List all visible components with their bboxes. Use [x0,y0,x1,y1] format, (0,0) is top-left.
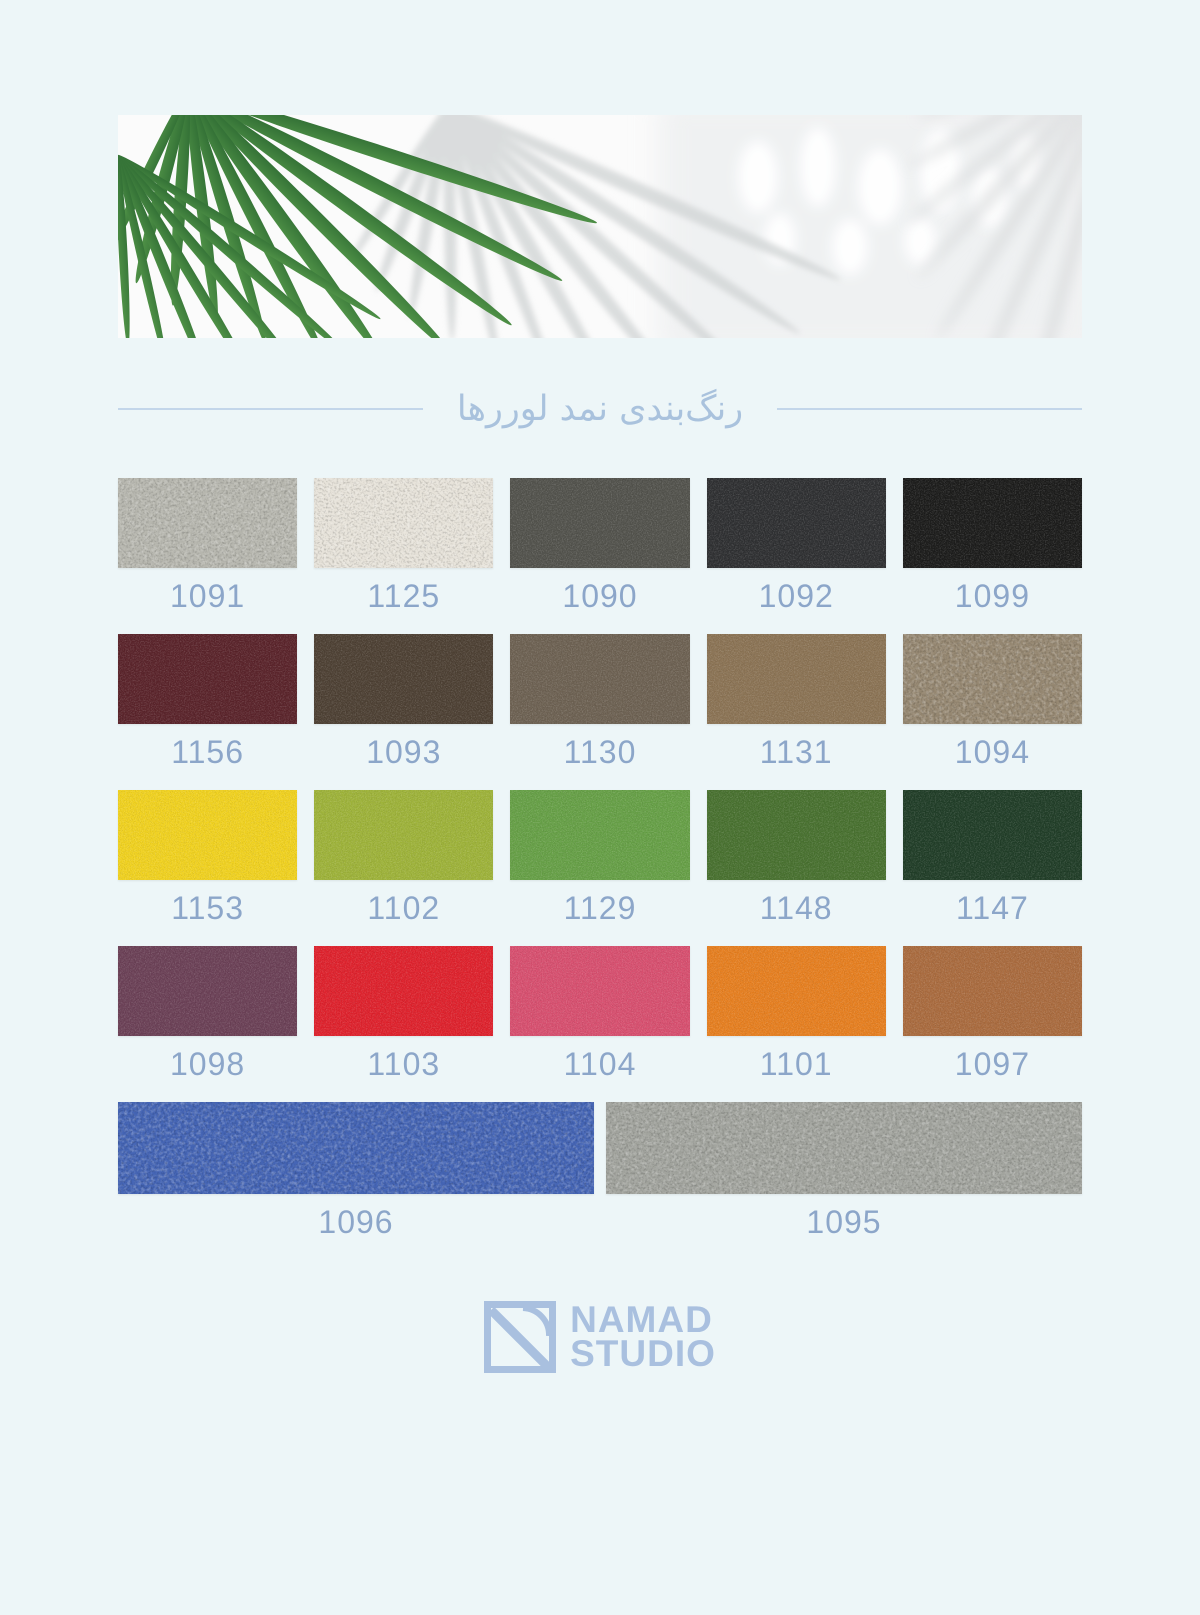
banner-image [118,115,1082,338]
felt-swatch [118,478,297,568]
felt-texture [903,790,1082,880]
title-rule-right [777,408,1082,410]
felt-swatch [314,634,493,724]
page-title: رنگ‌بندی نمد لوررها [456,389,744,429]
felt-texture [118,1102,594,1194]
felt-swatch [118,1102,594,1194]
title-rule-left [118,408,423,410]
felt-swatch [510,946,689,1036]
swatch-code: 1095 [806,1204,882,1240]
felt-texture [510,790,689,880]
swatch-row [118,790,1082,927]
swatch-item [118,946,297,1083]
felt-texture [314,634,493,724]
swatch-item [314,634,493,771]
swatch-item [118,478,297,615]
felt-texture [118,790,297,880]
felt-texture [314,790,493,880]
felt-swatch [707,634,886,724]
swatch-code: 1103 [367,1046,441,1082]
swatch-item [314,478,493,615]
title-row [118,384,1082,434]
felt-texture [314,478,493,568]
felt-swatch [606,1102,1082,1194]
swatch-item [903,946,1082,1083]
swatch-code: 1097 [954,1046,1030,1082]
felt-swatch [903,790,1082,880]
swatch-item [510,946,689,1083]
swatch-item [314,946,493,1083]
swatch-code: 1090 [562,578,638,614]
palm-leaf-illustration [118,115,1082,338]
felt-swatch [510,478,689,568]
swatch-item [707,790,886,927]
felt-swatch [314,790,493,880]
swatch-item [606,1102,1082,1241]
felt-texture [510,634,689,724]
swatch-code: 1153 [171,890,244,926]
footer [118,1298,1082,1374]
swatch-code: 1125 [367,578,441,614]
felt-texture [903,946,1082,1036]
felt-texture [510,946,689,1036]
swatch-item [118,1102,594,1241]
felt-swatch [314,946,493,1036]
felt-swatch [903,634,1082,724]
felt-swatch [510,790,689,880]
swatch-code: 1093 [366,734,442,770]
felt-texture [903,634,1082,724]
swatch-code: 1102 [367,890,441,926]
felt-texture [118,946,297,1036]
felt-swatch [314,478,493,568]
logo-line2: STUDIO [570,1333,716,1374]
felt-swatch [903,478,1082,568]
swatch-code: 1129 [563,890,637,926]
swatch-code: 1130 [563,734,637,770]
swatch-item [903,634,1082,771]
felt-texture [707,946,886,1036]
swatch-code: 1099 [954,578,1030,614]
felt-texture [707,478,886,568]
swatch-code: 1148 [759,890,833,926]
swatch-item [903,790,1082,927]
swatch-code: 1147 [955,890,1029,926]
square-diagonal-logo-icon [484,1301,556,1373]
felt-swatch [510,634,689,724]
catalog-sheet [118,115,1082,1373]
swatch-item [118,634,297,771]
swatch-code: 1096 [318,1204,394,1240]
namad-studio-logo [484,1298,716,1374]
felt-texture [118,478,297,568]
swatch-grid [118,478,1082,1241]
swatch-code: 1101 [759,1046,833,1082]
swatch-item [707,634,886,771]
swatch-code: 1094 [954,734,1030,770]
swatch-item [510,790,689,927]
logo-line1: NAMAD [570,1298,713,1340]
swatch-item [510,478,689,615]
swatch-item [707,946,886,1083]
felt-texture [707,790,886,880]
swatch-item [707,478,886,615]
swatch-code: 1156 [171,734,244,770]
felt-texture [314,946,493,1036]
felt-swatch [118,946,297,1036]
logo-wordmark [570,1298,716,1374]
felt-texture [903,478,1082,568]
swatch-row [118,478,1082,615]
swatch-item [314,790,493,927]
swatch-code: 1092 [758,578,834,614]
swatch-row [118,946,1082,1083]
felt-swatch [707,478,886,568]
felt-swatch [118,790,297,880]
felt-swatch [903,946,1082,1036]
felt-texture [510,478,689,568]
felt-texture [606,1102,1082,1194]
felt-swatch [707,946,886,1036]
felt-swatch [707,790,886,880]
felt-texture [707,634,886,724]
swatch-code: 1104 [563,1046,637,1082]
felt-swatch [118,634,297,724]
swatch-row [118,634,1082,771]
swatch-item [118,790,297,927]
felt-texture [118,634,297,724]
swatch-item [903,478,1082,615]
swatch-code: 1091 [170,578,246,614]
swatch-code: 1098 [170,1046,246,1082]
swatch-code: 1131 [759,734,833,770]
swatch-item [510,634,689,771]
swatch-row-wide [118,1102,1082,1241]
